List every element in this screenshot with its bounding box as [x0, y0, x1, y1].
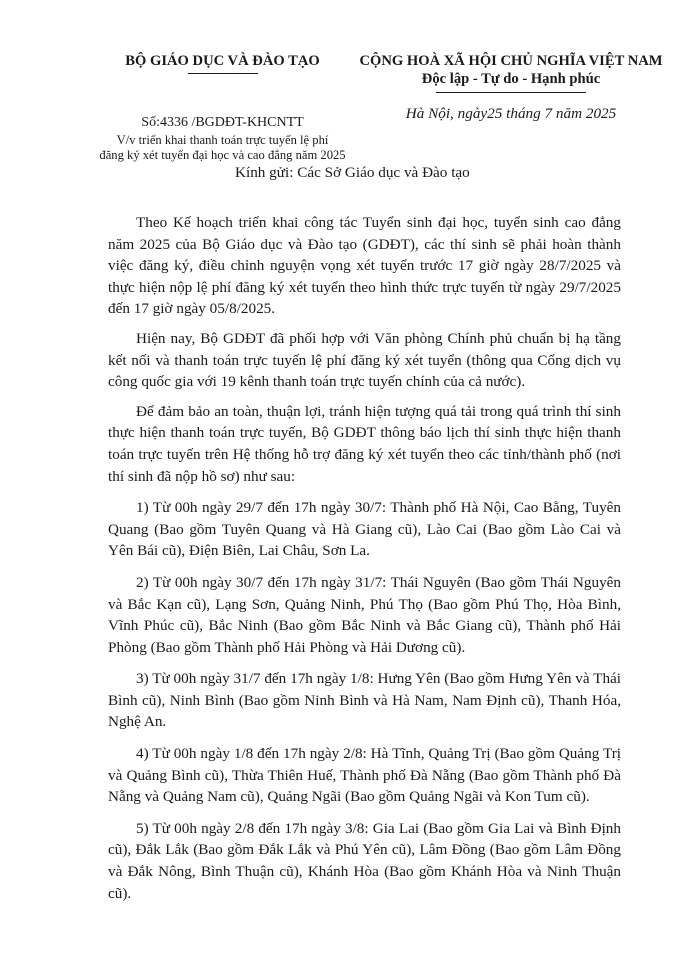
schedule-item: 3) Từ 00h ngày 31/7 đến 17h ngày 1/8: Hưng Yên (Bao gồm Hưng Yên và Thái Bình cũ), Ninh Bình (Bao gồm Ninh Bình và Hà Nam, Nam Định cũ), Thanh Hóa, Nghệ An.: [108, 670, 621, 731]
body-paragraph: Hiện nay, Bộ GDĐT đã phối hợp với Văn phòng Chính phủ chuẩn bị hạ tầng kết nối và thanh toán trực tuyến lệ phí đăng ký xét tuyển (thông qua Cổng dịch vụ công quốc gia với 19 kênh thanh toán trực tuyến chính của cả nước).: [108, 329, 621, 391]
body-paragraph: Để đảm bảo an toàn, thuận lợi, tránh hiện tượng quá tải trong quá trình thí sinh thực hiện thanh toán trực tuyến, Bộ GDĐT thông báo lịch thí sinh thực hiện thanh toán trực tuyến trên Hệ thống hỗ trợ đăng ký xét tuyển theo các tỉnh/thành phố (nơi thí sinh đã nộp hồ sơ) như sau:: [108, 402, 621, 485]
motto-underline: [436, 92, 586, 93]
ministry-header: [95, 52, 350, 74]
schedule-item: 2) Từ 00h ngày 30/7 đến 17h ngày 31/7: Thái Nguyên (Bao gồm Thái Nguyên và Bắc Kạn cũ), Lạng Sơn, Quảng Ninh, Phú Thọ (Bao gồm Phú Thọ, Hòa Bình, Vĩnh Phúc cũ), Bắc Ninh (Bao gồm Bắc Ninh và Bắc Giang cũ), Thành phố Hải Phòng (Bao gồm Thành phố Hải Phòng và Hải Dương cũ).: [108, 573, 621, 656]
national-motto: Độc lập - Tự do - Hạnh phúc: [421, 71, 601, 87]
document-number: Số:4336 /BGDĐT-KHCNTT: [141, 115, 304, 130]
country-name: CỘNG HOÀ XÃ HỘI CHỦ NGHĨA VIỆT NAM: [359, 53, 663, 69]
document-subject: [95, 133, 350, 163]
subject-line-2: đăng ký xét tuyển đại học và cao đẳng năm 2025: [99, 148, 346, 162]
ministry-name: BỘ GIÁO DỤC VÀ ĐÀO TẠO: [125, 53, 320, 69]
place-and-date: Hà Nội, ngày25 tháng 7 năm 2025: [405, 105, 617, 122]
subject-line-1: V/v triển khai thanh toán trực tuyến lệ phí: [116, 133, 329, 147]
schedule-item: 5) Từ 00h ngày 2/8 đến 17h ngày 3/8: Gia Lai (Bao gồm Gia Lai và Bình Định cũ), Đắk Lắk (Bao gồm Đắk Lắk và Phú Yên cũ), Lâm Đồng (Bao gồm Lâm Đồng và Đắk Nông, Bình Thuận cũ), Khánh Hòa (Bao gồm Khánh Hòa và Ninh Thuận cũ).: [108, 819, 621, 902]
schedule-item: 4) Từ 00h ngày 1/8 đến 17h ngày 2/8: Hà Tĩnh, Quảng Trị (Bao gồm Quảng Trị và Quảng Bình cũ), Thừa Thiên Huế, Thành phố Đà Nẵng (Bao gồm Thành phố Đà Nẵng và Quảng Nam cũ), Quảng Ngãi (Bao gồm Quảng Ngãi và Kon Tum cũ).: [108, 745, 621, 806]
body-paragraph: Theo Kế hoạch triển khai công tác Tuyển sinh đại học, tuyển sinh cao đẳng năm 2025 của Bộ Giáo dục và Đào tạo (GDĐT), các thí sinh sẽ phải hoàn thành việc đăng ký, điều chỉnh nguyện vọng xét tuyển trước 17 giờ ngày 28/7/2025 và thực hiện nộp lệ phí đăng ký xét tuyển theo hình thức trực tuyến từ ngày 29/7/2025 đến 17 giờ ngày 05/8/2025.: [108, 214, 621, 318]
recipient-line: Kính gửi: Các Sở Giáo dục và Đào tạo: [235, 164, 470, 181]
ministry-underline: [188, 73, 258, 74]
schedule-item: 1) Từ 00h ngày 29/7 đến 17h ngày 30/7: Thành phố Hà Nội, Cao Bằng, Tuyên Quang (Bao gồm Tuyên Quang và Hà Giang cũ), Lào Cai (Bao gồm Lào Cai và Yên Bái cũ), Điện Biên, Lai Châu, Sơn La.: [108, 499, 621, 560]
national-header: [347, 52, 675, 93]
document-body: [108, 212, 621, 904]
